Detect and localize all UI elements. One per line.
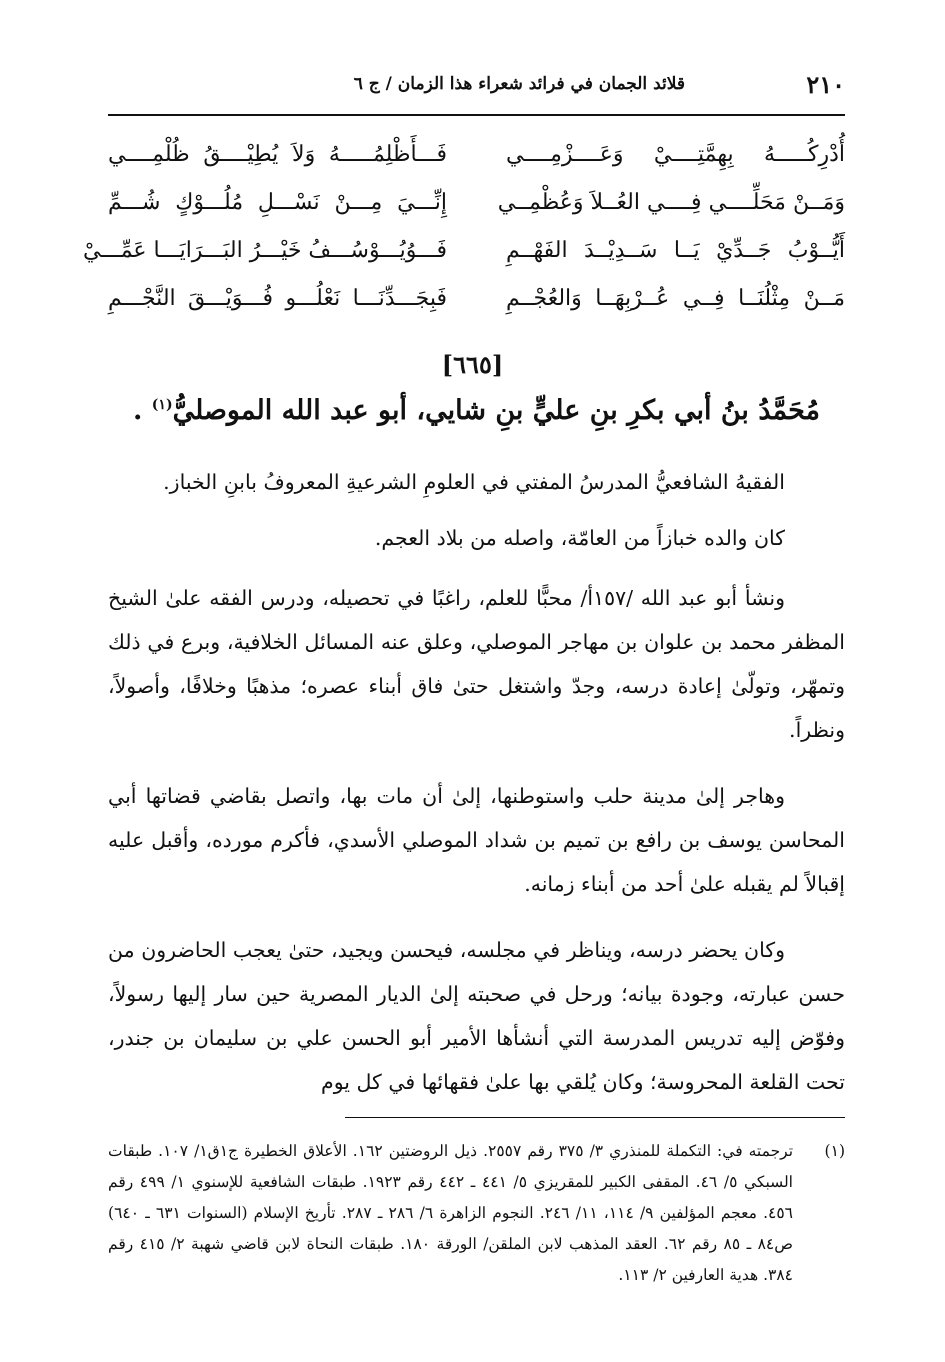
- entry-title-text: مُحَمَّدُ بنُ أبي بكرِ بنِ عليٍّ بنِ شايي، أبو عبد الله الموصليُّ: [172, 395, 821, 426]
- entry-number: [٦٦٥]: [441, 350, 504, 379]
- footnote: [108, 1136, 845, 1291]
- entry-title: [108, 395, 845, 426]
- paragraph-teaching: وكان يحضر درسه، ويناظر في مجلسه، فيحسن ويجيد، حتىٰ يعجب الحاضرون من حسن عبارته، وجودة بيانه؛ ورحل في صحبته إلىٰ الديار المصرية حين سار إليها رسولاً، وفوّض إليه تدريس المدرسة التي أنشأها الأمير أبو الحسن علي بن سليمان بن جندر، تحت القلعة المحروسة؛ وكان يُلقي بها علىٰ فقهائها في كل يوم: [108, 938, 845, 1094]
- verse-second-hemistich: إِنِّـــيَ مِـــنْ نَسْـــلِ مُلُـــوْكٍ شُـــمِّ: [108, 189, 448, 215]
- header-rule: [108, 114, 845, 116]
- footnote-reference: (١): [151, 397, 173, 413]
- verse-second-hemistich: فَـــوُيُـــوْسُـــفُ خَيْـــرُ البَـــرَايَـــا عَمِّـــيْ: [83, 237, 448, 263]
- verse-first-hemistich: أَيُّــوْبُ جَــدِّيْ يَــا سَــدِيْــدَ الفَهْــمِ: [505, 237, 845, 263]
- footnote-rule: [345, 1117, 845, 1118]
- poem-verse: [108, 274, 845, 322]
- body-text: [108, 460, 845, 1126]
- verse-second-hemistich: فَـــأَظْلِمُـــــهُ وَلاَ يُطِيْــــقُ ظُلْمِــــي: [108, 141, 448, 167]
- verse-second-hemistich: فَبِجَـــدِّنَـــا نَعْلُـــو فُـــوَيْـــقَ النَّجْـــمِ: [108, 285, 448, 311]
- poem: [83, 130, 845, 322]
- verse-first-hemistich: مَــنْ مِثْلُنَــا فِــي عُــرْبِهَــا وَالعُجْــمِ: [505, 285, 845, 311]
- entry-title-end: .: [132, 395, 143, 426]
- paragraph-migration: وهاجر إلىٰ مدينة حلب واستوطنها، إلىٰ أن مات بها، واتصل بقاضي قضاتها أبي المحاسن يوسف بن رافع بن تميم بن شداد الموصلي الأسدي، فأكرم مورده، وأقبل عليه إقبالاً لم يقبله علىٰ أحد من أبناء زمانه.: [108, 784, 845, 896]
- paragraph-origin: كان والده خبازاً من العامّة، واصله من بلاد العجم.: [374, 526, 785, 550]
- poem-verse: [83, 226, 845, 274]
- paragraph-description: الفقيهُ الشافعيُّ المدرسُ المفتي في العلومِ الشرعيةِ المعروفُ بابنِ الخباز.: [163, 470, 785, 494]
- page-header: [108, 70, 845, 110]
- footnote-text: ترجمته في: التكملة للمنذري ٣/ ٣٧٥ رقم ٢٥٥٧. ذيل الروضتين ١٦٢. الأعلاق الخطيرة ج١ق١/ ١٠٧. طبقات السبكي ٥/ ٤٦. المقفى الكبير للمقريزي ٥/ ٤٤١ ـ ٤٤٢ رقم ١٩٢٣. طبقات الشافعية للإسنوي ١/ ٤٩٩ رقم ٤٥٦. معجم المؤلفين ٩/ ١١٤، ١١/ ٢٤٦. النجوم الزاهرة ٦/ ٢٨٦ ـ ٢٨٧. تأريخ الإسلام (السنوات ٦٣١ ـ ٦٤٠) ص٨٤ ـ ٨٥ رقم ٦٢. العقد المذهب لابن الملقن/ الورقة ١٨٠. طبقات النحاة لابن قاضي شهبة ٢/ ٤١٥ رقم ٣٨٤. هدية العارفين ٢/ ١١٣.: [108, 1142, 794, 1284]
- verse-first-hemistich: وَمَــنْ مَحَلِّــــي فِــــي العُــلاَ وَعُظْمِــي: [497, 189, 845, 215]
- paragraph-education: ونشأ أبو عبد الله /١٥٧أ/ محبًّا للعلم، راغبًا في تحصيله، ودرس الفقه علىٰ الشيخ المظفر محمد بن علوان بن مهاجر الموصلي، وعلق عنه المسائل الخلافية، وبرع في ذلك وتمهّر، وتولّىٰ إعادة درسه، وجدّ واشتغل حتىٰ فاق أبناء عصره؛ مذهبًا وخلافًا، وأصولاً، ونظراً.: [108, 586, 845, 742]
- footnote-marker: (١): [824, 1142, 845, 1160]
- running-title: قلائد الجمان في فرائد شعراء هذا الزمان / ج ٦: [353, 74, 685, 94]
- verse-first-hemistich: أُدْرِكُـــــهُ بِهِمَّتِــــيْ وَعَــــزْمِــــي: [505, 141, 845, 167]
- poem-verse: [108, 178, 845, 226]
- page-number: ٢١٠: [806, 70, 845, 99]
- poem-verse: [108, 130, 845, 178]
